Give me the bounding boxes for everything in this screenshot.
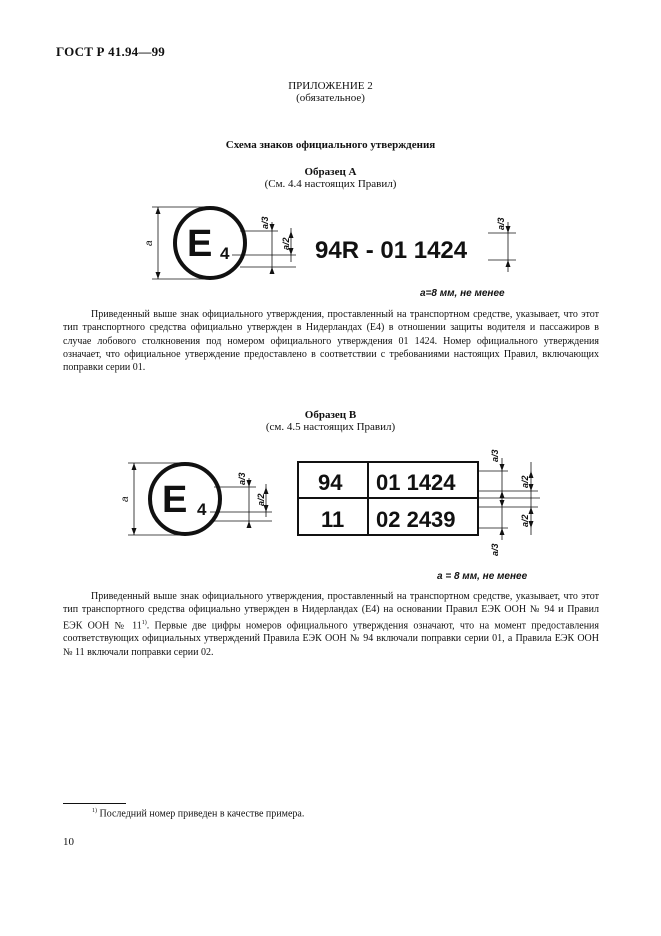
sample-b-row1-regulation: 94	[318, 470, 343, 495]
sample-b-dim-a3-right-bottom: a/3	[490, 543, 500, 556]
sample-b-letter: E	[162, 479, 188, 521]
sample-b-diagram	[0, 436, 661, 586]
sample-a-title: Образец А	[304, 166, 357, 178]
sample-a-dim-a3-left: a/3	[260, 216, 270, 229]
page-number: 10	[63, 836, 74, 848]
sample-b-country-code: 4	[197, 500, 207, 519]
sample-b-title: Образец В	[304, 409, 357, 421]
sample-b-dim-a: a	[120, 496, 131, 502]
sample-b-dim-a2-right-bottom: a/2	[520, 514, 530, 527]
sample-a-size-note: a=8 мм, не менее	[420, 288, 505, 299]
sample-a-country-code: 4	[220, 244, 230, 263]
paragraph-2: Приведенный выше знак официального утверждения, проставленный на транспортном средстве, указывает, что этот тип транспортного средства официально утвержден в Нидерландах (E4) на основании Правил ЕЭК ООН № 94 и Правил ЕЭК ООН № 11$^{1)}$. Первые две цифры номеров официального утверждения означают, что на момент предоставления соответствующих официальных утверждений Правила ЕЭК ООН № 94 включали поправки серии 01, а Правила ЕЭК ООН № 11 включали поправки серии 02.	[63, 591, 599, 658]
sample-a-approval-number: 94R - 01 1424	[315, 237, 468, 264]
footnote-divider	[63, 803, 126, 804]
sample-a-dim-a2: a/2	[281, 237, 291, 250]
sample-a-dim-a3-right: a/3	[496, 217, 506, 230]
document-header: ГОСТ Р 41.94—99	[56, 44, 165, 59]
sample-b-dim-a2-right-top: a/2	[520, 475, 530, 488]
sample-a-dim-a: a	[144, 240, 155, 246]
sample-b-size-note: a = 8 мм, не менее	[437, 571, 528, 582]
sample-b-ref: (см. 4.5 настоящих Правил)	[265, 421, 396, 433]
footnote-ref: 1)	[141, 619, 147, 626]
appendix-subtitle: (обязательное)	[296, 92, 365, 104]
footnote-mark: 1)	[92, 808, 97, 814]
sample-b-row1-number: 01 1424	[376, 470, 456, 495]
footnote	[92, 808, 304, 819]
sample-b-dim-a2-left: a/2	[256, 493, 266, 506]
sample-b-row2-regulation: 11	[321, 507, 345, 532]
sample-b-row2-number: 02 2439	[376, 507, 456, 532]
schema-title: Схема знаков официального утверждения	[225, 139, 436, 151]
sample-a-diagram	[0, 190, 661, 305]
appendix-title: ПРИЛОЖЕНИЕ 2	[288, 80, 373, 92]
paragraph-1: Приведенный выше знак официального утверждения, проставленный на транспортном средстве, указывает, что этот тип транспортного средства официально утвержден в Нидерландах (E4) в отношении защиты водителя и пассажиров в случае лобового столкновения под номером официального утверждения 01 1424. Номер официального утверждения означает, что официальное утверждение предоставлено в соответствии с требованиями настоящих Правил, включающих поправки серии 01.	[63, 309, 599, 374]
sample-b-dim-a3-right-top: a/3	[490, 449, 500, 462]
footnote-text: Последний номер приведен в качестве примера.	[99, 808, 305, 820]
sample-a-ref: (См. 4.4 настоящих Правил)	[264, 178, 397, 190]
sample-a-letter: E	[187, 223, 213, 265]
sample-b-dim-a3-left: a/3	[237, 472, 247, 485]
